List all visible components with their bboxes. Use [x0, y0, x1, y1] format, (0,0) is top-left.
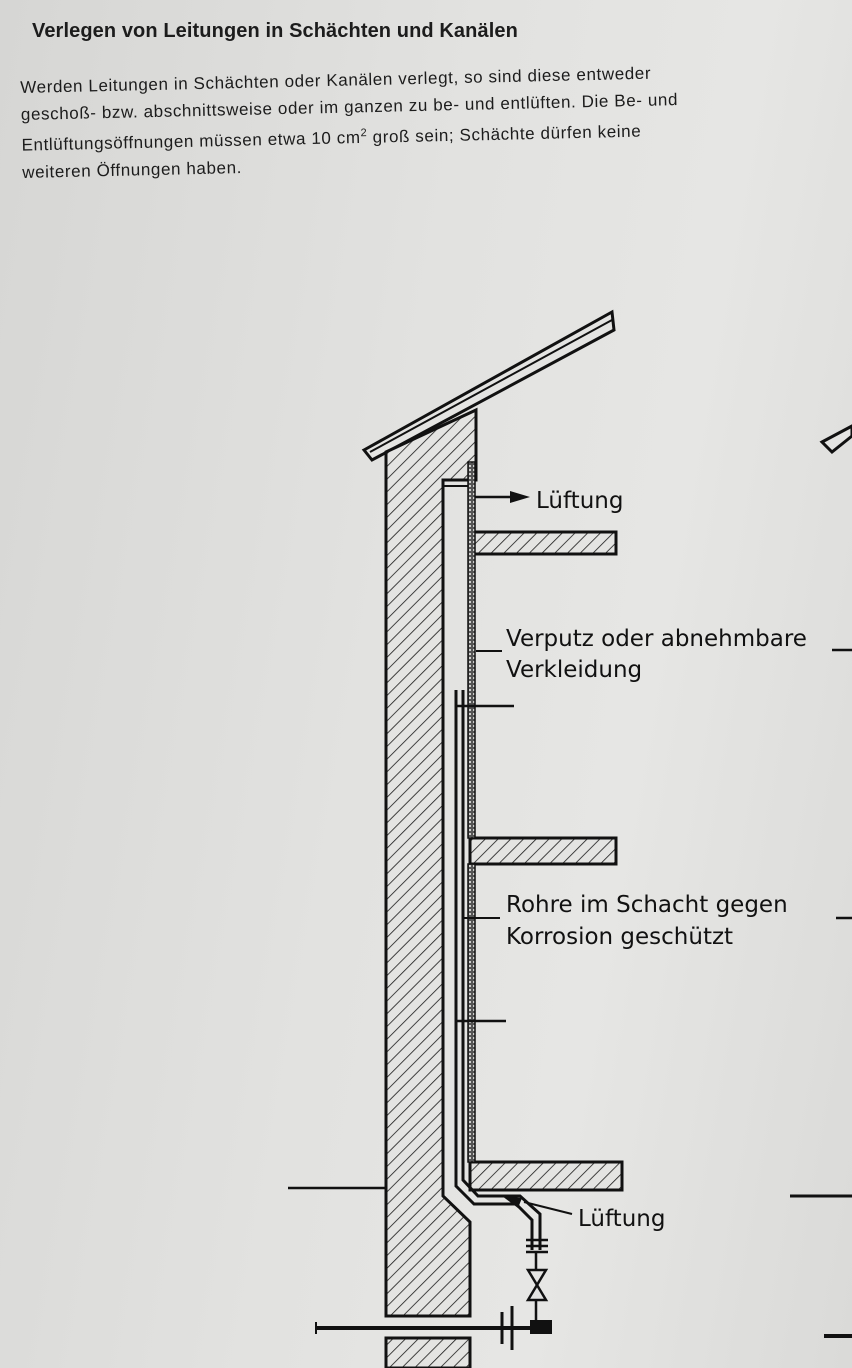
- paragraph-superscript: 2: [360, 127, 368, 140]
- upper-vent-detail: [443, 486, 530, 503]
- section-heading: Verlegen von Leitungen in Schächten und Kanälen: [32, 20, 518, 42]
- label-lueftung-top: Lüftung: [536, 488, 624, 514]
- label-rohre-line1: Rohre im Schacht gegen: [506, 892, 788, 918]
- paragraph-text-part2: groß sein; Schächte dürfen keine weiteren Öffnungen haben.: [22, 121, 642, 182]
- label-rohre-line2: Korrosion geschützt: [506, 924, 734, 950]
- adjacent-drawing-marks: [288, 650, 852, 1336]
- label-verputz-line2: Verkleidung: [506, 657, 643, 683]
- label-verputz-line1: Verputz oder abnehmbare: [506, 626, 807, 652]
- paragraph-text-part1: Werden Leitungen in Schächten oder Kanälen verlegt, so sind diese entweder geschoß- bzw. abschnittsweise oder im ganzen zu be- und entlüften. Die Be- und Entlüftungsöffnungen müssen etwa 10 cm: [20, 63, 679, 155]
- label-lueftung-bottom: Lüftung: [578, 1206, 666, 1232]
- plaster-cladding: [468, 462, 475, 1162]
